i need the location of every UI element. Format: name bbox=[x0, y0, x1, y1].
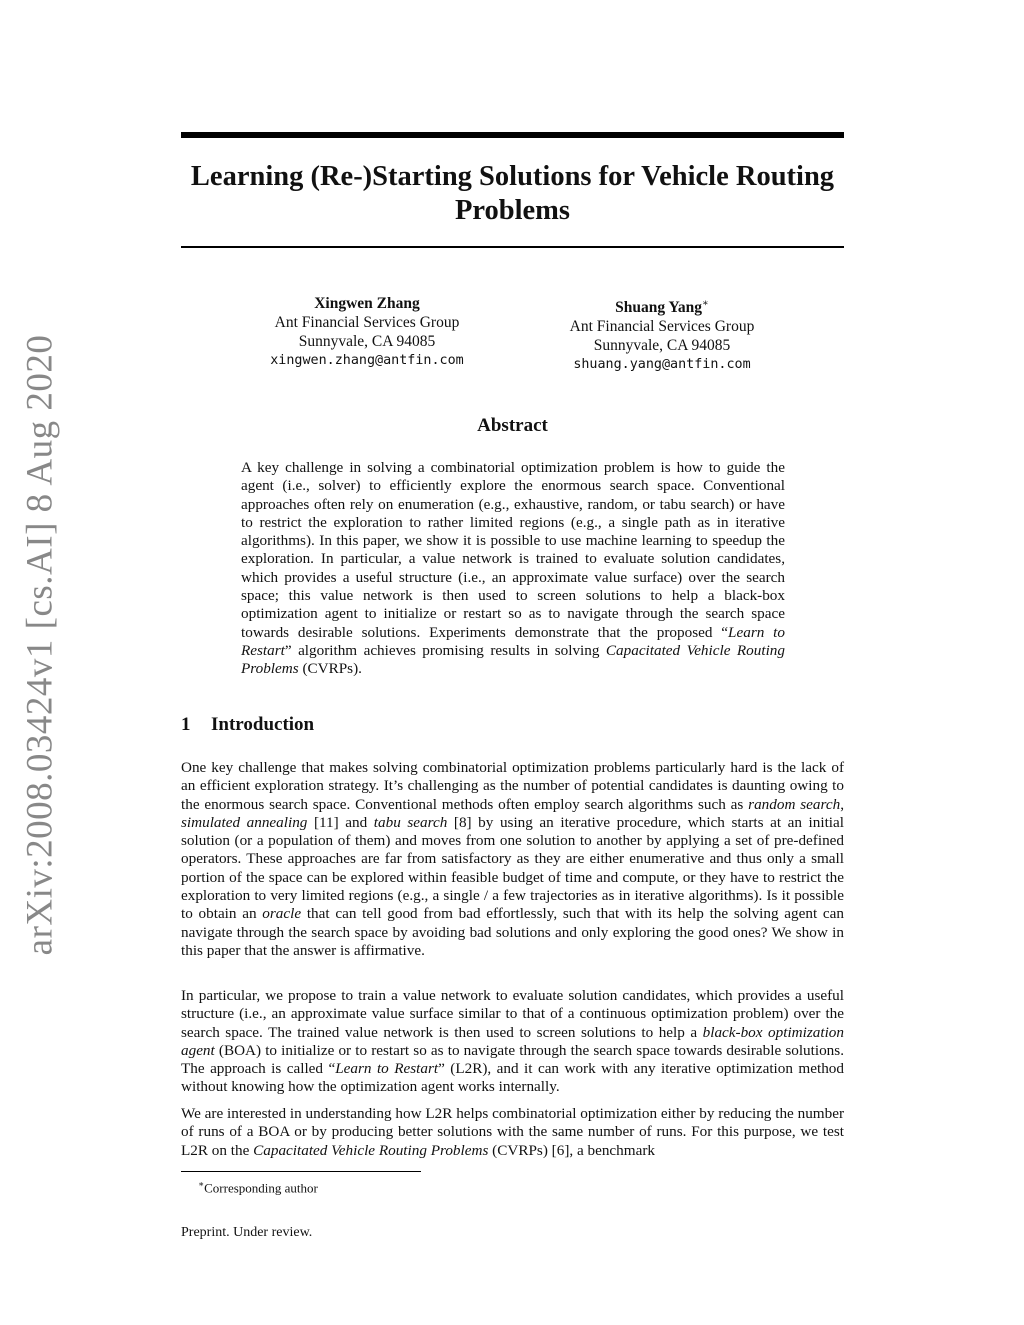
author-block-1 bbox=[241, 294, 493, 370]
intro-paragraph-3: We are interested in understanding how L2R helps combinatorial optimization either by reducing the number of runs of a BOA or by producing better solutions with the same number of runs. For this purpose, we test L2R on the Capacitated Vehicle Routing Problems (CVRPs) [6], a benchmark bbox=[181, 1105, 844, 1159]
arxiv-identifier-watermark: arXiv:2008.03424v1 [cs.AI] 8 Aug 2020 bbox=[19, 334, 61, 956]
abstract-text: A key challenge in solving a combinatorial optimization problem is how to guide the agent (i.e., solver) to efficiently explore the enormous search space. Conventional approaches often rely on enumeration (e.g., exhaustive, random, or tabu search) or have to restrict the exploration to rather limited regions (e.g., a single path as in iterative algorithms). In this paper, we show it is possible to use machine learning to speedup the exploration. In particular, a value network is trained to evaluate solution candidates, which provides a useful structure (i.e., an approximate value surface) over the search space; this value network is then used to screen solutions to help a black-box optimization agent to initialize or restart so as to navigate through the search space towards desirable solutions. Experiments demonstrate that the proposed “Learn to Restart” algorithm achieves promising results in solving Capacitated Vehicle Routing Problems (CVRPs). bbox=[241, 459, 785, 678]
footnote-marker: ∗ bbox=[702, 298, 709, 309]
title-top-rule bbox=[181, 132, 844, 138]
section-heading-introduction bbox=[181, 714, 844, 736]
author-affiliation: Ant Financial Services Group bbox=[274, 314, 460, 331]
footnote-marker: ∗ bbox=[198, 1179, 205, 1189]
intro-paragraph-1: One key challenge that makes solving combinatorial optimization problems particularly hard is the lack of an efficient exploration strategy. It’s challenging as the number of potential candidates is daunting owing to the enormous search space. Conventional methods often employ search algorithms such as random search, simulated annealing [11] and tabu search [8] by using an iterative procedure, which starts at an initial solution (or a population of them) and moves from one solution to another by applying a set of pre-defined operators. These approaches are far from satisfactory as they are either enumerative and thus only a small portion of the space can be explored within feasible budget of time and compute, or they have to restrict the exploration to very limited regions (e.g., a single / a few trajectories as in iterative algorithms). Is it possible to obtain an oracle that can tell good from bad effortlessly, such that with its help the solving agent can navigate through the search space by avoiding bad solutions and only exploring the good ones? We show in this paper that the answer is affirmative. bbox=[181, 759, 845, 959]
author-email: xingwen.zhang@antfin.com bbox=[270, 353, 464, 368]
footnote-rule bbox=[181, 1171, 421, 1172]
author-name: Shuang Yang bbox=[615, 299, 703, 317]
section-title: Introduction bbox=[211, 714, 315, 735]
author-affiliation: Ant Financial Services Group bbox=[569, 318, 755, 336]
author-location: Sunnyvale, CA 94085 bbox=[298, 333, 436, 350]
author-email: shuang.yang@antfin.com bbox=[573, 357, 751, 373]
author-name: Xingwen Zhang bbox=[314, 295, 420, 312]
title-bottom-rule bbox=[181, 246, 844, 248]
author-block-2 bbox=[536, 294, 788, 374]
intro-paragraph-2: In particular, we propose to train a value network to evaluate solution candidates, which provides a useful structure (i.e., an approximate value surface similar to that of a continuous optimization problem) over the search space. The trained value network is then used to screen solutions to help a black-box optimization agent (BOA) to initialize or to restart so as to navigate through the search space towards desirable solutions. The approach is called “Learn to Restart” (L2R), and it can work with any iterative optimization method without knowing how the optimization agent works internally. bbox=[181, 987, 844, 1096]
footnote-text: Corresponding author bbox=[204, 1180, 318, 1196]
abstract-heading: Abstract bbox=[477, 415, 548, 436]
author-location: Sunnyvale, CA 94085 bbox=[593, 337, 731, 355]
preprint-note: Preprint. Under review. bbox=[181, 1225, 313, 1240]
paper-title: Learning (Re-)Starting Solutions for Vehicle Routing Problems bbox=[190, 161, 835, 226]
section-number: 1 bbox=[181, 714, 191, 735]
footnote bbox=[198, 1176, 318, 1196]
